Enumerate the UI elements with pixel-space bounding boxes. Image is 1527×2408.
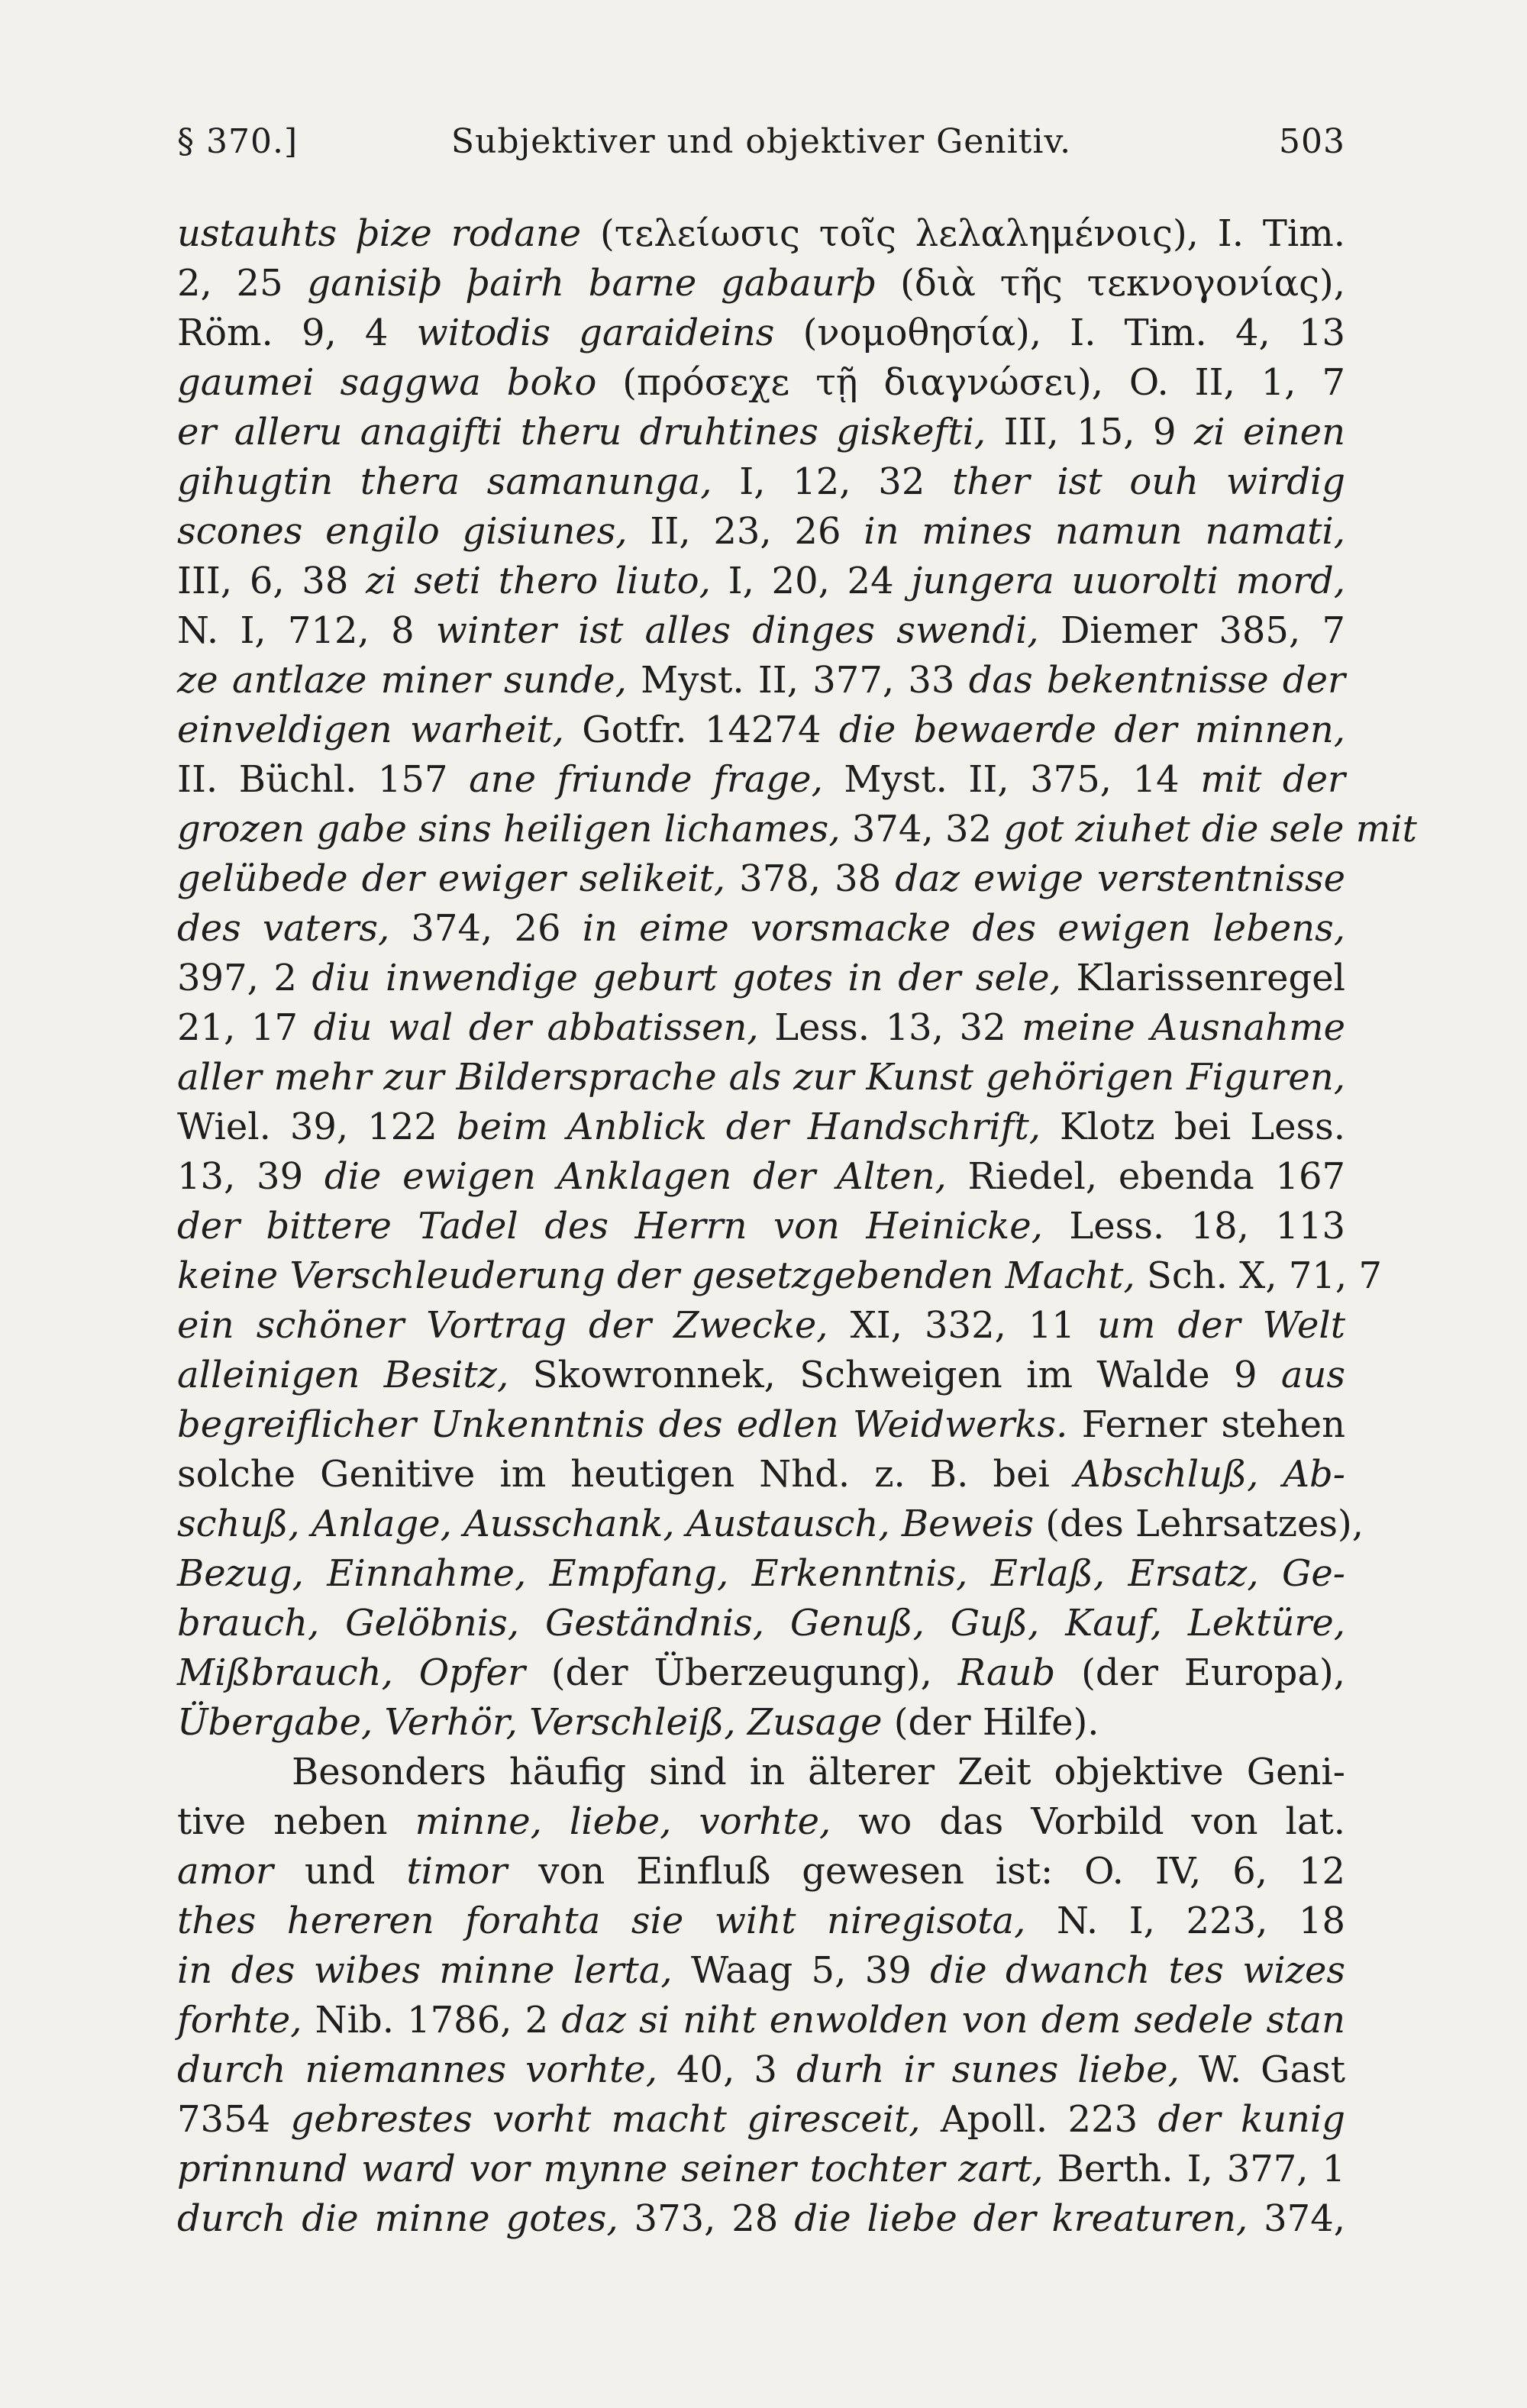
text-segment: (des Lehrsatzes), — [1034, 1503, 1364, 1545]
italic-citation: jungera uuorolti mord, — [911, 560, 1346, 602]
italic-citation: thes hereren forahta sie wiht niregisota, — [177, 1900, 1026, 1942]
text-line — [177, 1946, 1345, 1996]
text-segment: und — [273, 1850, 407, 1893]
text-segment: I, 20, 24 — [710, 560, 912, 602]
text-line — [177, 1202, 1345, 1251]
text-segment: W. Gast — [1179, 2048, 1345, 2091]
italic-citation: forhte, — [177, 1999, 302, 2042]
italic-citation: Raub — [957, 1651, 1056, 1694]
text-segment: (διὰ τῆς τεκνογονίας), — [876, 262, 1345, 305]
text-line — [177, 1698, 1345, 1748]
text-line — [177, 209, 1345, 259]
text-line — [177, 1896, 1345, 1946]
text-line — [177, 1648, 1345, 1698]
text-segment: N. I, 223, 18 — [1025, 1900, 1345, 1942]
text-segment: 374, 32 — [840, 808, 1004, 851]
text-segment: II. Büchl. 157 — [177, 758, 470, 801]
italic-citation: keine Verschleuderung der gesetzgebenden Macht, — [177, 1254, 1135, 1297]
italic-citation: durch die minne gotes, — [177, 2197, 618, 2240]
text-segment: Nib. 1786, 2 — [302, 1999, 562, 2042]
page-number: 503 — [1279, 122, 1345, 161]
text-line — [177, 1003, 1345, 1053]
text-line — [177, 1400, 1345, 1450]
italic-citation: scones engilo gisiunes, — [177, 510, 628, 553]
text-segment: (πρόσεχε τῇ διαγνώσει), O. II, 1, 7 — [596, 361, 1346, 404]
text-segment: tive neben — [177, 1800, 415, 1843]
italic-citation: ein schöner Vortrag der Zwecke, — [177, 1304, 828, 1347]
italic-citation: amor — [177, 1850, 273, 1893]
text-segment: Waag 5, 39 — [672, 1949, 931, 1992]
text-segment: Klotz bei Less. — [1041, 1106, 1346, 1148]
text-segment: Less. 18, 113 — [1042, 1205, 1346, 1248]
text-line — [177, 2045, 1345, 2095]
italic-citation: ze antlaze miner sunde, — [177, 659, 627, 702]
text-segment: Besonders häufig sind in älterer Zeit objektive Geni- — [292, 1751, 1345, 1793]
italic-citation: begreiflicher Unkenntnis des edlen Weidwerks. — [177, 1403, 1068, 1446]
running-title: Subjektiver und objektiver Genitiv. — [450, 122, 1072, 161]
text-segment: (der Überzeugung), — [525, 1651, 958, 1694]
text-segment: 373, 28 — [618, 2197, 795, 2240]
italic-citation: aller mehr zur Bildersprache als zur Kunst gehörigen Figuren, — [177, 1056, 1345, 1099]
italic-citation: das bekentnisse der — [968, 659, 1345, 702]
text-segment: XI, 332, 11 — [828, 1304, 1097, 1347]
text-segment: 7354 — [177, 2098, 291, 2141]
text-segment: II, 23, 26 — [627, 510, 864, 553]
text-segment: 378, 38 — [725, 857, 896, 900]
text-segment: 13, 39 — [177, 1155, 324, 1198]
italic-citation: um der Welt — [1097, 1304, 1346, 1347]
text-segment: III, 6, 38 — [177, 560, 366, 602]
italic-citation: die bewaerde der minnen, — [838, 709, 1345, 751]
text-line — [177, 755, 1345, 805]
italic-citation: die dwanch tes wizes — [930, 1949, 1346, 1992]
text-line — [177, 2095, 1345, 2145]
italic-citation: diu inwendige geburt gotes in der sele, — [312, 957, 1061, 999]
text-segment: wo das Vorbild von lat. — [831, 1800, 1346, 1843]
text-line — [177, 904, 1345, 954]
italic-citation: zi seti thero liuto, — [366, 560, 711, 602]
italic-citation: durch niemannes vorhte, — [177, 2048, 657, 2091]
text-segment: Less. 13, 32 — [758, 1006, 1022, 1049]
running-header — [177, 122, 1345, 176]
text-segment: III, 15, 9 — [986, 411, 1194, 454]
text-segment: 397, 2 — [177, 957, 312, 999]
text-line — [177, 308, 1345, 358]
text-line — [177, 557, 1345, 606]
text-segment: Gotfr. 14274 — [563, 709, 839, 751]
text-line — [177, 1251, 1382, 1301]
italic-citation: prinnund ward vor mynne seiner tochter zart, — [177, 2148, 1044, 2190]
italic-citation: gaumei saggwa boko — [177, 361, 597, 404]
italic-citation: gelübede der ewiger selikeit, — [177, 857, 726, 900]
italic-citation: in des wibes minne lerta, — [177, 1949, 673, 1992]
text-segment: Berth. I, 377, 1 — [1043, 2148, 1345, 2190]
italic-citation: mit der — [1200, 758, 1346, 801]
text-line — [177, 606, 1345, 656]
italic-citation: grozen gabe sins heiligen lichames, — [177, 808, 841, 851]
text-line — [177, 954, 1345, 1003]
italic-citation: daz si niht enwolden von dem sedele stan — [561, 1999, 1345, 2042]
italic-citation: alleinigen Besitz, — [177, 1354, 509, 1396]
section-number: § 370.] — [177, 122, 299, 161]
italic-citation: die liebe der kreaturen, — [794, 2197, 1248, 2240]
text-segment: (τελείωσις τοῖς λελαλημένοις), I. Tim. — [581, 212, 1345, 255]
italic-citation: brauch, Gelöbnis, Geständnis, Genuß, Guß, Kauf, Lektüre, — [177, 1602, 1345, 1645]
text-segment: 374, — [1248, 2197, 1346, 2240]
italic-citation: got ziuhet die sele mit — [1003, 808, 1417, 851]
text-line — [177, 1301, 1345, 1351]
italic-citation: ther ist ouh wirdig — [952, 460, 1346, 503]
italic-citation: ustauhts þize rodane — [177, 212, 582, 255]
italic-citation: in mines namun namati, — [864, 510, 1345, 553]
text-line — [177, 1847, 1345, 1896]
text-line — [177, 358, 1345, 408]
italic-citation: minne, liebe, vorhte, — [415, 1800, 831, 1843]
italic-citation: Abschluß, Ab- — [1073, 1453, 1346, 1496]
italic-citation: Bezug, Einnahme, Empfang, Erkenntnis, Erlaß, Ersatz, Ge- — [177, 1552, 1345, 1595]
italic-citation: des vaters, — [177, 907, 390, 950]
text-line — [177, 1351, 1345, 1400]
italic-citation: winter ist alles dinges swendi, — [435, 609, 1039, 652]
text-segment: Apoll. 223 — [920, 2098, 1158, 2141]
italic-citation: gihugtin thera samanunga, — [177, 460, 712, 503]
text-segment: (νομοθησία), I. Tim. 4, 13 — [774, 311, 1346, 354]
text-line — [177, 259, 1345, 308]
italic-citation: schuß, Anlage, Ausschank, Austausch, Beweis — [177, 1503, 1035, 1545]
text-segment: von Einfluß gewesen ist: O. IV, 6, 12 — [507, 1850, 1345, 1893]
text-segment: Diemer 385, 7 — [1038, 609, 1345, 652]
text-segment: 2, 25 — [177, 262, 308, 305]
text-line — [177, 1053, 1345, 1102]
text-line — [177, 1499, 1364, 1549]
text-line — [177, 457, 1345, 507]
text-line — [177, 1102, 1345, 1152]
text-segment: 21, 17 — [177, 1006, 314, 1049]
body-text — [177, 209, 1417, 2244]
italic-citation: daz ewige verstentnisse — [895, 857, 1345, 900]
italic-citation: in eime vorsmacke des ewigen lebens, — [582, 907, 1346, 950]
text-segment: solche Genitive im heutigen Nhd. z. B. bei — [177, 1453, 1074, 1496]
text-segment: I, 12, 32 — [712, 460, 953, 503]
italic-citation: Mißbrauch, Opfer — [177, 1651, 525, 1694]
italic-citation: timor — [406, 1850, 508, 1893]
text-line — [177, 2145, 1345, 2194]
text-line — [177, 1996, 1345, 2045]
text-segment: Myst. II, 377, 33 — [626, 659, 969, 702]
text-line — [177, 2194, 1345, 2244]
text-segment: N. I, 712, 8 — [177, 609, 436, 652]
text-segment: 40, 3 — [657, 2048, 796, 2091]
italic-citation: aus — [1280, 1354, 1345, 1396]
text-line — [177, 805, 1417, 854]
text-line — [177, 1152, 1345, 1202]
italic-citation: zi einen — [1193, 411, 1346, 454]
italic-citation: er alleru anagifti theru druhtines giskefti, — [177, 411, 986, 454]
italic-citation: Übergabe, Verhör, Verschleiß, Zusage — [177, 1701, 883, 1744]
italic-citation: der kunig — [1157, 2098, 1346, 2141]
text-segment: Skowronnek, Schweigen im Walde 9 — [508, 1354, 1281, 1396]
text-segment: (der Hilfe). — [882, 1701, 1099, 1744]
text-segment: Ferner stehen — [1067, 1403, 1345, 1446]
text-line — [177, 1748, 1345, 1797]
text-segment: Wiel. 39, 122 — [177, 1106, 457, 1148]
text-line — [177, 1599, 1345, 1648]
italic-citation: gebrestes vorht macht giresceit, — [290, 2098, 921, 2141]
italic-citation: ganisiþ þairh barne gabaurþ — [307, 262, 876, 305]
text-segment: (der Europa), — [1055, 1651, 1345, 1694]
text-line — [177, 854, 1345, 904]
italic-citation: meine Ausnahme — [1022, 1006, 1345, 1049]
text-segment: Röm. 9, 4 — [177, 311, 417, 354]
text-segment: Sch. X, 71, 7 — [1135, 1254, 1382, 1297]
italic-citation: witodis garaideins — [416, 311, 775, 354]
italic-citation: die ewigen Anklagen der Alten, — [324, 1155, 947, 1198]
italic-citation: durh ir sunes liebe, — [796, 2048, 1180, 2091]
text-line — [177, 1797, 1345, 1847]
italic-citation: der bittere Tadel des Herrn von Heinicke, — [177, 1205, 1043, 1248]
italic-citation: diu wal der abbatissen, — [313, 1006, 759, 1049]
text-segment: Klarissenregel — [1061, 957, 1346, 999]
text-segment: 374, 26 — [389, 907, 583, 950]
text-line — [177, 656, 1345, 705]
italic-citation: ane friunde frage, — [469, 758, 823, 801]
text-segment: Myst. II, 375, 14 — [822, 758, 1201, 801]
text-line — [177, 1549, 1345, 1599]
text-line — [177, 705, 1345, 755]
text-segment: Riedel, ebenda 167 — [946, 1155, 1346, 1198]
text-line — [177, 408, 1345, 457]
italic-citation: einveldigen warheit, — [177, 709, 564, 751]
italic-citation: beim Anblick der Handschrift, — [456, 1106, 1041, 1148]
text-line — [177, 1450, 1345, 1499]
text-line — [177, 507, 1345, 557]
